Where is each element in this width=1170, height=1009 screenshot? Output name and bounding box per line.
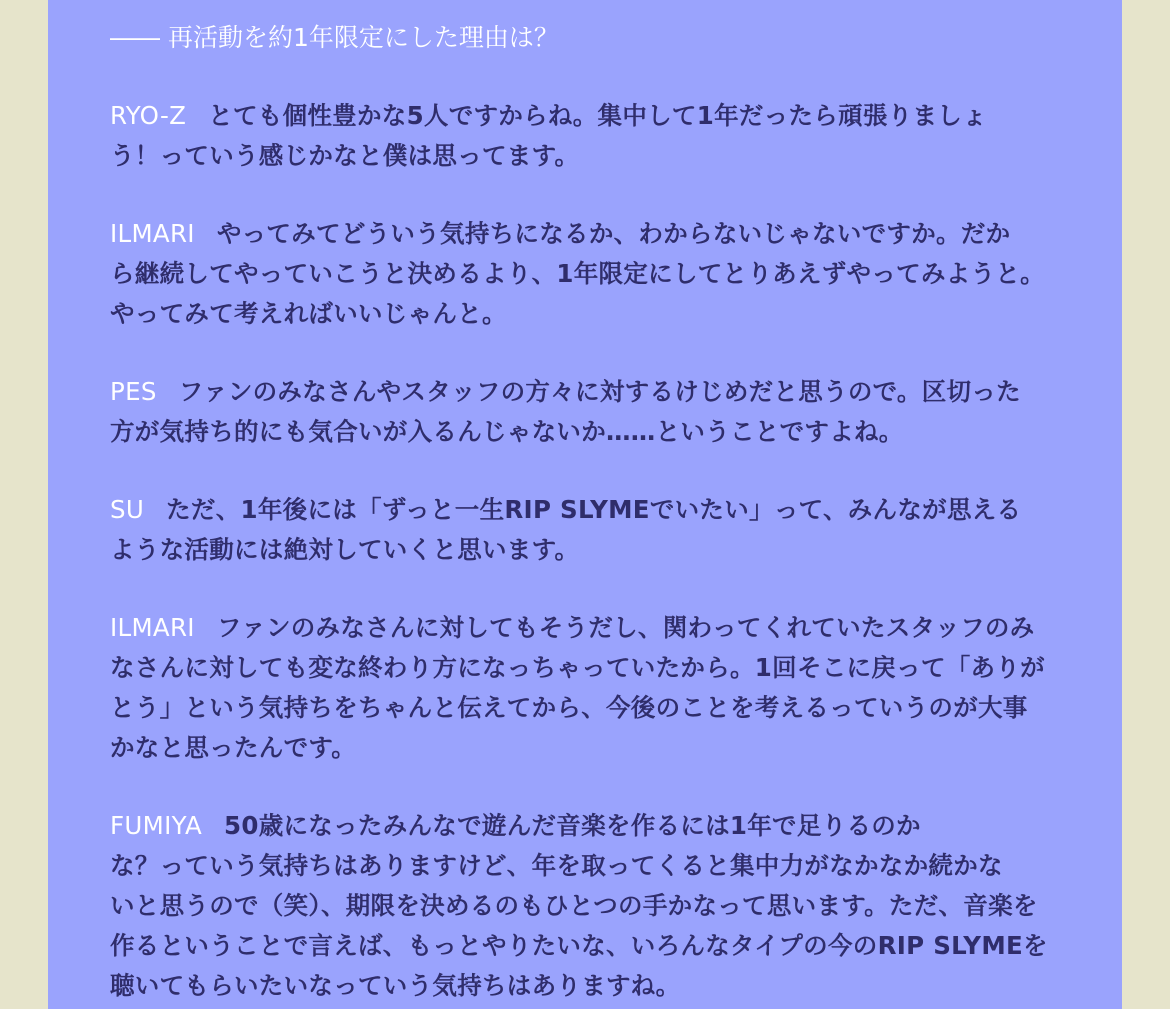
speaker-name: PES — [110, 377, 157, 406]
answer-ilmari — [110, 214, 1070, 334]
answer-line: 方が気持ち的にも気合いが入るんじゃないか……ということですよね。 — [110, 417, 904, 446]
answer-line: ファンのみなさんやスタッフの方々に対するけじめだと思うので。区切った — [178, 377, 1021, 406]
answer-line: とても個性豊かな5人ですからね。集中して1年だったら頑張りましょ — [208, 101, 987, 130]
answer-su — [110, 490, 1070, 570]
speaker-name: FUMIYA — [110, 811, 203, 840]
interview-content — [110, 0, 1070, 1006]
answer-line: いと思うので（笑）、期限を決めるのもひとつの手かなって思います。ただ、音楽を — [110, 891, 1038, 920]
answer-line: やってみて考えればいいじゃんと。 — [110, 299, 507, 328]
answer-ryo-z — [110, 96, 1070, 176]
answer-list — [110, 96, 1070, 1006]
speaker-name: RYO-Z — [110, 101, 187, 130]
speaker-name: ILMARI — [110, 613, 195, 642]
answer-line: かなと思ったんです。 — [110, 733, 357, 762]
answer-line: ような活動には絶対していくと思います。 — [110, 535, 580, 564]
answer-line: 聴いてもらいたいなっていう気持ちはありますね。 — [110, 971, 681, 1000]
answer-line: 作るということで言えば、もっとやりたいな、いろんなタイプの今のRIP SLYMEを — [110, 931, 1048, 960]
answer-line: やってみてどういう気持ちになるか、わからないじゃないですか。だか — [216, 219, 1011, 248]
answer-line: なさんに対しても変な終わり方になっちゃっていたから。1回そこに戻って「ありが — [110, 653, 1045, 682]
answer-line: ファンのみなさんに対してもそうだし、関わってくれていたスタッフのみ — [216, 613, 1035, 642]
answer-line: な？っていう気持ちはありますけど、年を取ってくると集中力がなかなか続かな — [110, 851, 1003, 880]
answer-line: とう」という気持ちをちゃんと伝えてから、今後のことを考えるっていうのが大事 — [110, 693, 1028, 722]
interview-question: ―― 再活動を約1年限定にした理由は？ — [110, 23, 559, 52]
answer-line: ただ、1年後には「ずっと一生RIP SLYMEでいたい」って、みんなが思える — [166, 495, 1022, 524]
answer-pes — [110, 372, 1070, 452]
answer-line: う！っていう感じかなと僕は思ってます。 — [110, 141, 580, 170]
answer-line: ら継続してやっていこうと決めるより、1年限定にしてとりあえずやってみようと。 — [110, 259, 1045, 288]
article-panel — [48, 0, 1122, 1009]
speaker-name: SU — [110, 495, 145, 524]
speaker-name: ILMARI — [110, 219, 195, 248]
answer-ilmari-2 — [110, 608, 1070, 768]
answer-line: 50歳になったみんなで遊んだ音楽を作るには1年で足りるのか — [224, 811, 921, 840]
answer-fumiya — [110, 806, 1070, 1006]
